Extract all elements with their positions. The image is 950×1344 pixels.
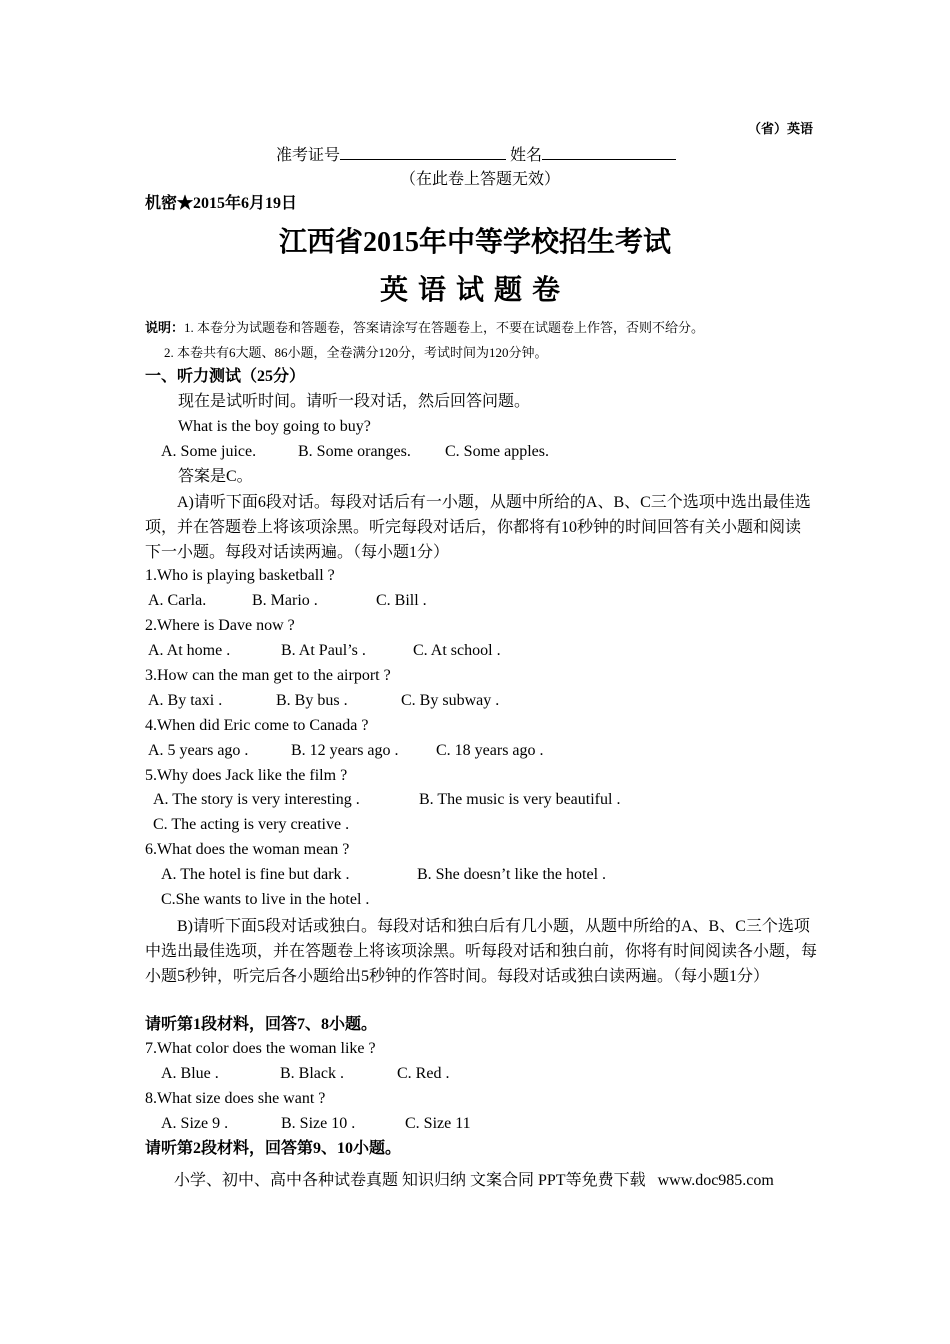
instructions-line2: 2. 本卷共有6大题、86小题，全卷满分120分，考试时间为120分钟。 <box>164 345 548 360</box>
q3-option-c: C. By subway . <box>401 692 500 709</box>
invalid-note: （在此卷上答题无效） <box>400 171 561 188</box>
q2-option-c: C. At school . <box>413 642 501 659</box>
q8-option-a: A. Size 9 . <box>161 1115 229 1132</box>
q7-option-a: A. Blue . <box>161 1065 219 1082</box>
question-3: 3.How can the man get to the airport ? <box>145 667 391 684</box>
q1-option-c: C. Bill . <box>376 592 427 609</box>
practice-question: What is the boy going to buy? <box>178 418 371 435</box>
question-5: 5.Why does Jack like the film ? <box>145 767 348 784</box>
q3-option-b: B. By bus . <box>276 692 348 709</box>
practice-option-c: C. Some apples. <box>445 443 549 460</box>
part-b-instructions: B)请听下面5段对话或独白。每段对话和独白后有几小题，从题中所给的A、B、C三个选项中选出最佳选项，并在答题卷上将该项涂黑。听每段对话和独白前，你将有时间阅读各小题，每小题5秒钟，听完后各小题给出5秒钟的作答时间。每段对话或独白读两遍。（每小题1分） <box>145 918 818 985</box>
exam-title: 江西省2015年中等学校招生考试 <box>278 227 671 258</box>
candidate-info-line <box>276 145 676 166</box>
name-label: 姓名 <box>510 147 543 164</box>
q1-option-a: A. Carla. <box>148 592 207 609</box>
question-8: 8.What size does she want ? <box>145 1090 326 1107</box>
q8-option-c: C. Size 11 <box>405 1115 471 1132</box>
q4-option-b: B. 12 years ago . <box>291 742 399 759</box>
name-blank <box>542 145 676 160</box>
q8-option-b: B. Size 10 . <box>281 1115 356 1132</box>
question-1: 1.Who is playing basketball ? <box>145 567 335 584</box>
footer-url[interactable]: www.doc985.com <box>657 1172 774 1189</box>
q7-option-c: C. Red . <box>397 1065 450 1082</box>
q2-option-a: A. At home . <box>148 642 231 659</box>
question-2: 2.Where is Dave now ? <box>145 617 295 634</box>
material-2-heading: 请听第2段材料，回答第9、10小题。 <box>145 1140 402 1157</box>
section-heading: 一、听力测试（25分） <box>145 368 306 385</box>
footer-text: 小学、初中、高中各种试卷真题 知识归纳 文案合同 PPT等免费下载 <box>174 1172 646 1189</box>
q7-option-b: B. Black . <box>280 1065 344 1082</box>
exam-id-blank <box>340 145 506 160</box>
q6-option-a: A. The hotel is fine but dark . <box>161 866 350 883</box>
q6-option-c: C.She wants to live in the hotel . <box>161 891 370 908</box>
q3-option-a: A. By taxi . <box>148 692 223 709</box>
practice-option-b: B. Some oranges. <box>298 443 411 460</box>
q2-option-b: B. At Paul’s . <box>281 642 366 659</box>
footer <box>174 1171 774 1191</box>
q5-option-b: B. The music is very beautiful . <box>419 791 621 808</box>
question-4: 4.When did Eric come to Canada ? <box>145 717 369 734</box>
instructions-line1: 说明：1. 本卷分为试题卷和答题卷，答案请涂写在答题卷上，不要在试题卷上作答，否则不给分。 <box>145 320 705 335</box>
secret-date: 机密★2015年6月19日 <box>145 195 298 212</box>
practice-intro: 现在是试听时间。请听一段对话，然后回答问题。 <box>178 393 531 410</box>
q4-option-c: C. 18 years ago . <box>436 742 544 759</box>
practice-answer: 答案是C。 <box>178 468 253 485</box>
q6-option-b: B. She doesn’t like the hotel . <box>417 866 607 883</box>
exam-id-label: 准考证号 <box>276 147 341 164</box>
question-6: 6.What does the woman mean ? <box>145 841 350 858</box>
province-tag: （省）英语 <box>748 121 814 136</box>
part-a-instructions: A)请听下面6段对话。每段对话后有一小题，从题中所给的A、B、C三个选项中选出最佳选项，并在答题卷上将该项涂黑。听完每段对话后，你都将有10秒钟的时间回答有关小题和阅读下一小题。每段对话读两遍。（每小题1分） <box>145 494 811 561</box>
q1-option-b: B. Mario . <box>252 592 318 609</box>
question-7: 7.What color does the woman like ? <box>145 1040 376 1057</box>
practice-option-a: A. Some juice. <box>161 443 257 460</box>
q5-option-c: C. The acting is very creative . <box>153 816 350 833</box>
material-1-heading: 请听第1段材料，回答7、8小题。 <box>145 1016 378 1033</box>
q4-option-a: A. 5 years ago . <box>148 742 249 759</box>
q5-option-a: A. The story is very interesting . <box>153 791 360 808</box>
exam-subtitle: 英语试题卷 <box>379 275 570 306</box>
instructions-label: 说明： <box>145 320 185 335</box>
